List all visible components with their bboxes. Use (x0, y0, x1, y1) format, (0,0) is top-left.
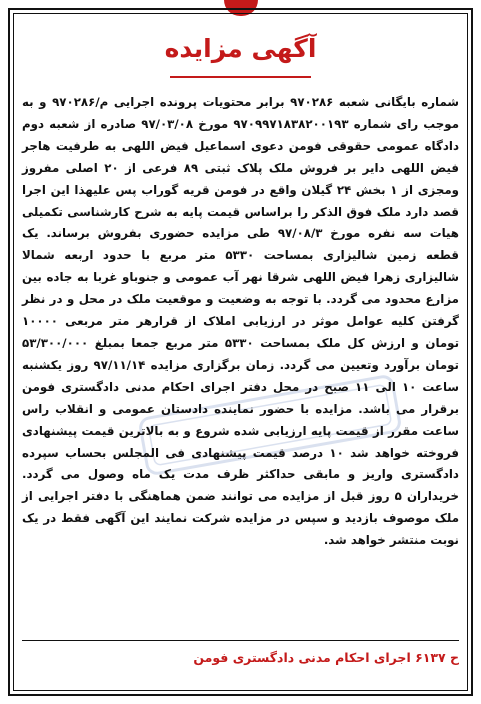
notice-body (22, 92, 459, 552)
notice-footer: ح ۶۱۳۷ اجرای احکام مدنی دادگستری فومن (193, 650, 459, 665)
notice-body-paragraph: شماره بایگانی شعبه ۹۷۰۲۸۶ برابر محتویات پرونده اجرایی م/۹۷۰۲۸۶ و به موجب رای شماره ۹۷۰۹۹۷۱۸۳۸۲۰۰۱۹۳ مورخ ۹۷/۰۳/۰۸ صادره از شعبه دوم دادگاه عمومی حقوقی فومن دعوی اسماعیل فیض اللهی به طرفیت هاجر فیض اللهی دایر بر فروش ملک پلاک ثبتی ۸۹ فرعی از ۲۰ اصلی مفروز ومجزی از ۱ بخش ۲۴ گیلان واقع در فومن قریه گوراب پس علیهذا این اجرا قصد دارد ملک فوق الذکر را براساس قیمت پایه به شرح کارشناسی تکمیلی هیات سه نفره مورخ ۹۷/۰۸/۳ طی مزایده حضوری بفروش برساند. یک قطعه زمین شالیزاری بمساحت ۵۳۳۰ متر مربع با حدود اربعه شمالا شالیزاری زهرا فیض اللهی شرقا نهر آب عمومی و جنوباو غربا به جاده بین مزارع محدود می گردد. با توجه به وضعیت و موقعیت ملک در محل و در نظر گرفتن کلیه عوامل موثر در ارزیابی املاک از قرارهر متر مربعی ۱۰۰۰۰ تومان و ارزش کل ملک بمساحت ۵۳۳۰ متر مربع جمعا بمبلغ ۵۳/۳۰۰/۰۰۰ تومان برآورد وتعیین می گردد. زمان برگزاری مزایده ۹۷/۱۱/۱۴ روز یکشنبه ساعت ۱۰ الی ۱۱ صبح در محل دفتر اجرای احکام مدنی دادگستری فومن برقرار می باشد. مزایده با حضور نماینده دادستان عمومی و انقلاب راس ساعت مقرر از قیمت پایه ارزیابی شده شروع و به بالاترین قیمت پیشنهادی فروخته خواهد شد ۱۰ درصد قیمت پیشنهادی فی المجلس بحساب سپرده دادگستری واریز و مابقی حداکثر ظرف مدت یک ماه وصول می گردد. خریداران ۵ روز قبل از مزایده می توانند ضمن هماهنگی با دفتر اجرایی از ملک موصوف بازدید و سپس در مزایده شرکت نمایند این آگهی فقط در یک نوبت منتشر خواهد شد. (22, 95, 460, 548)
notice-title: آگهی مزایده (164, 34, 317, 63)
title-underline (170, 76, 311, 78)
footer-divider (22, 640, 459, 641)
